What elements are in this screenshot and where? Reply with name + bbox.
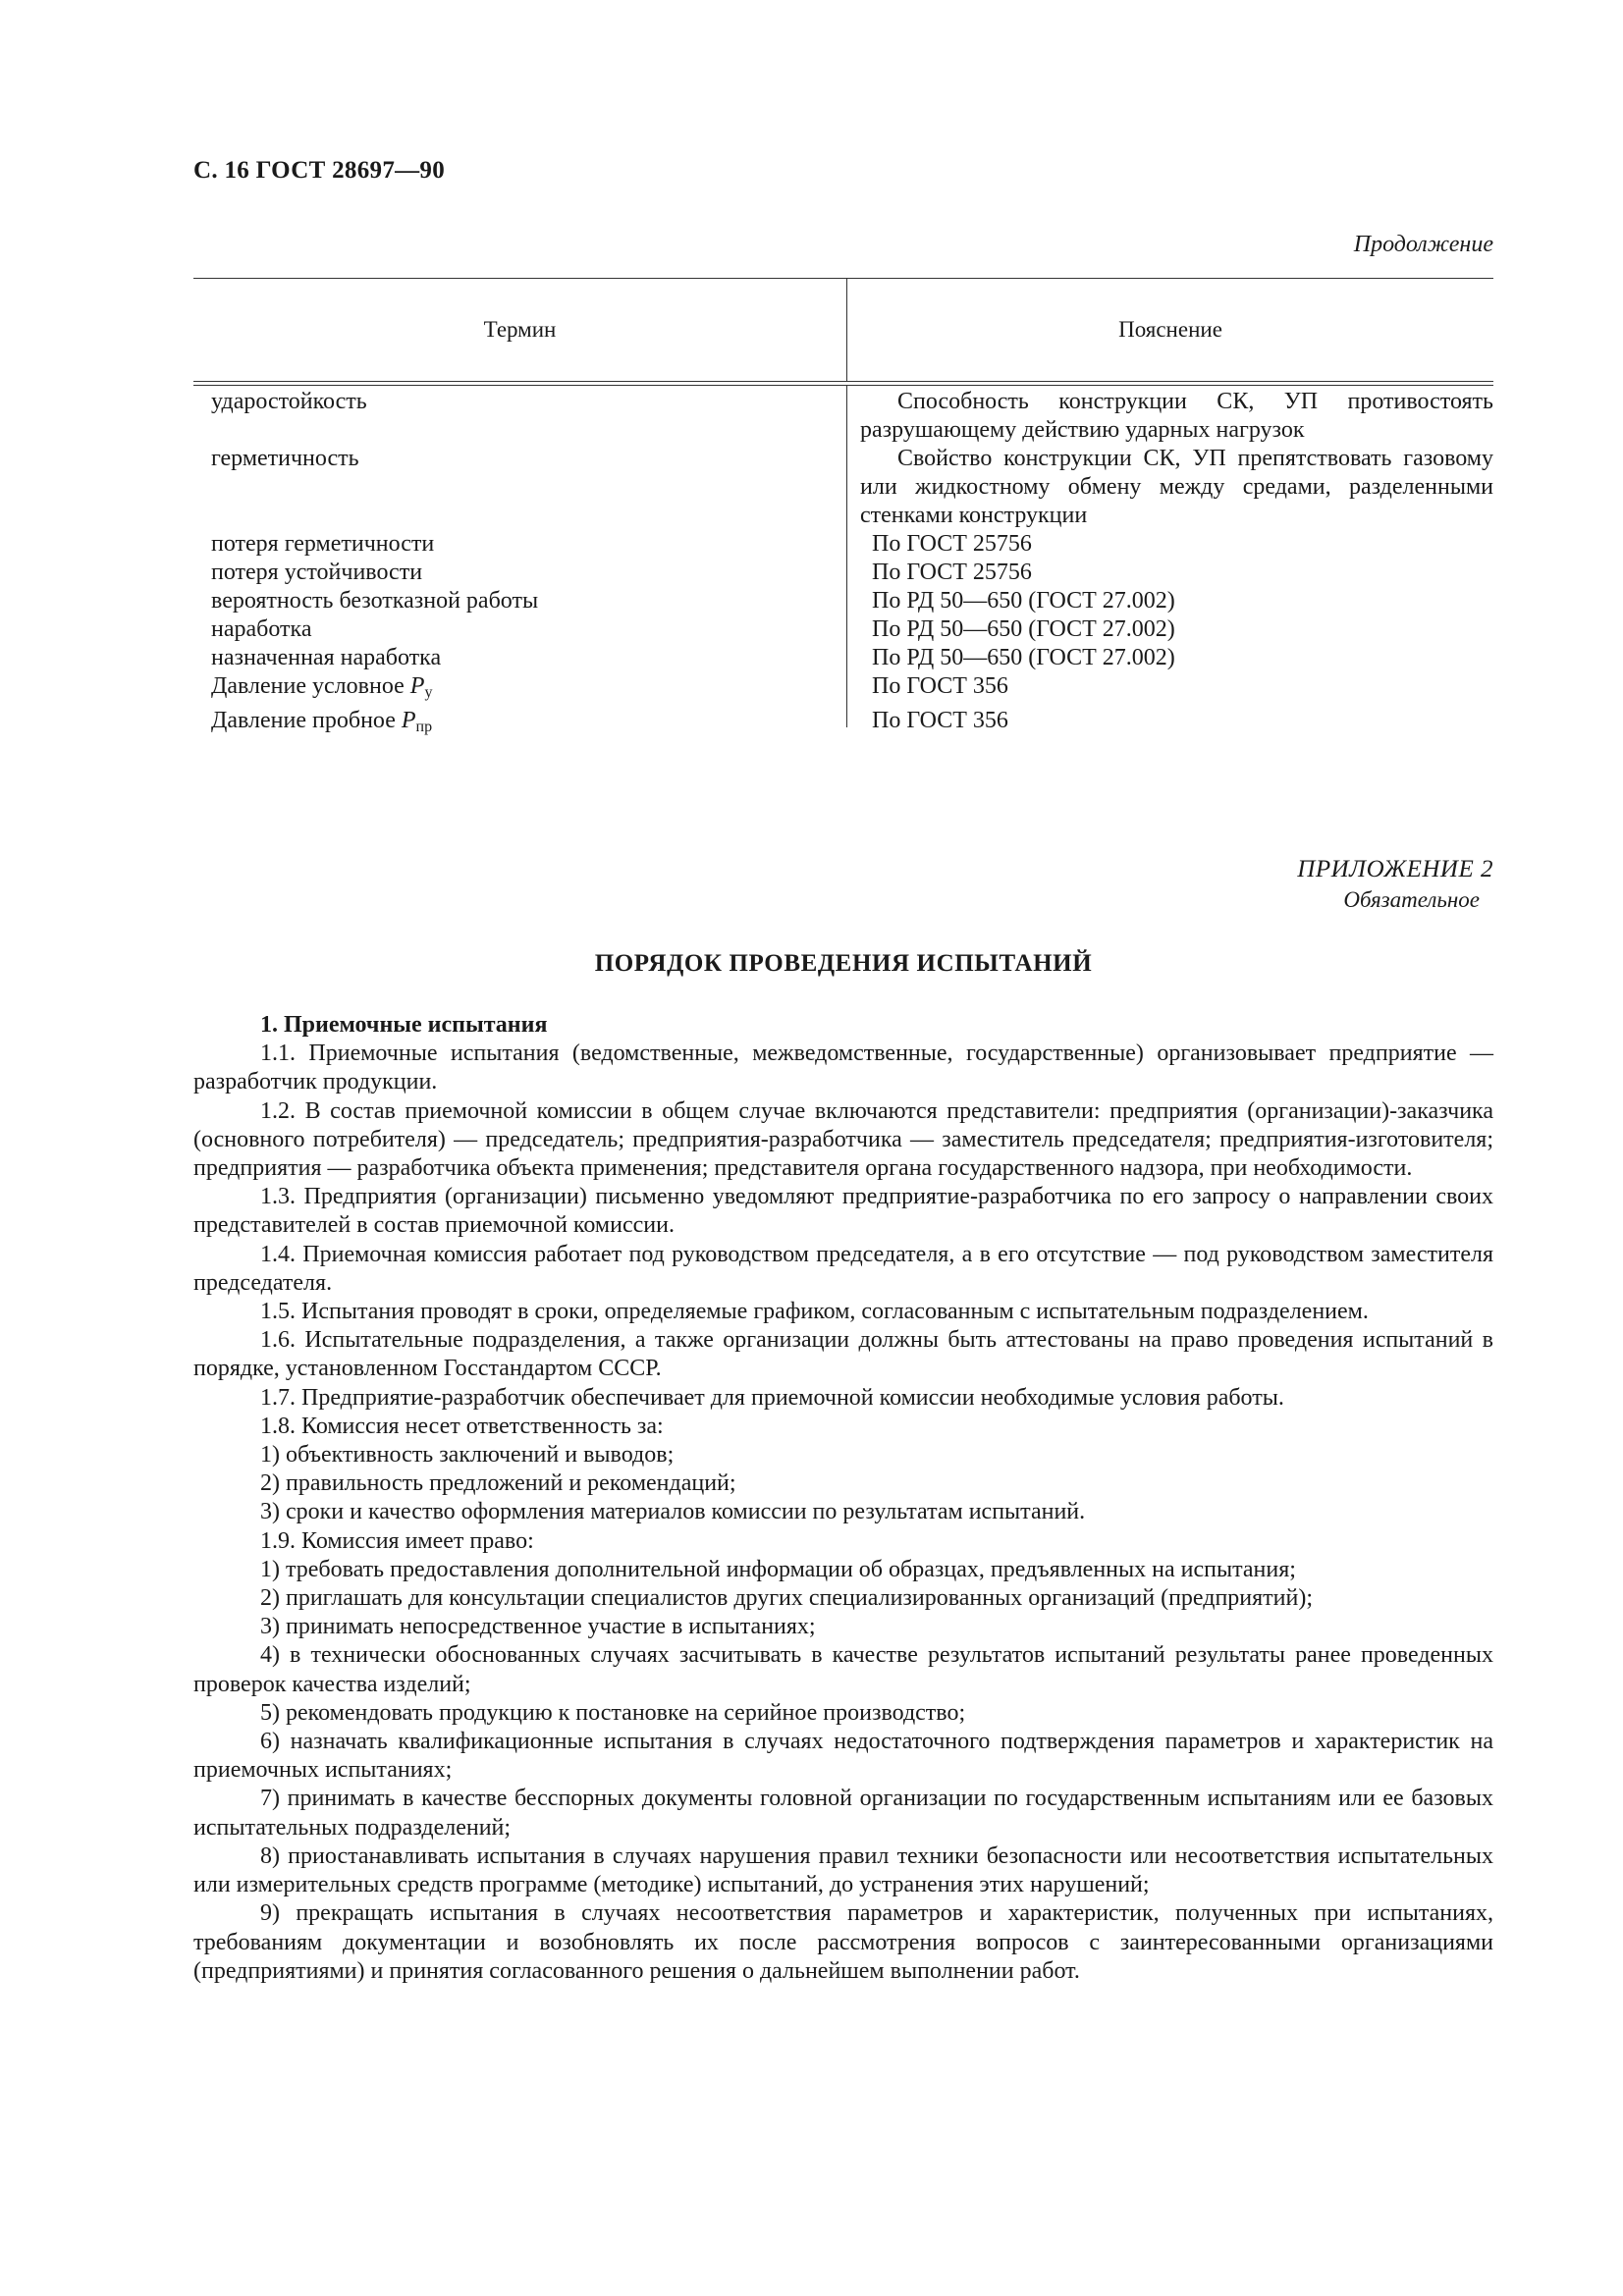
list-item: 9) прекращать испытания в случаях несоответствия параметров и характеристик, полученных при испытаниях, требованиям документации и возобновлять их после рассмотрения вопросов с заинтересованными организациями (предприятиями) и принятия согласованного решения о дальнейшем выполнении работ.: [193, 1900, 1493, 1984]
list-item: 6) назначать квалификационные испытания в случаях недостаточного подтверждения параметров и характеристик на приемочных испытаниях;: [193, 1729, 1493, 1784]
explanation-cell: По ГОСТ 356: [872, 673, 1008, 699]
term-cell: назначенная наработка: [211, 645, 442, 670]
appendix-heading: [1297, 854, 1493, 915]
term-cell: ударостойкость: [211, 389, 367, 414]
document-body: [193, 1011, 1493, 1986]
table-row: [193, 587, 1493, 615]
paragraph: 1.5. Испытания проводят в сроки, определяемые графиком, согласованным с испытательным подразделением.: [260, 1299, 1369, 1325]
page-header: С. 16 ГОСТ 28697—90: [193, 157, 446, 184]
explanation-cell: По РД 50—650 (ГОСТ 27.002): [872, 645, 1175, 670]
table-row: [193, 559, 1493, 587]
explanation-cell: По РД 50—650 (ГОСТ 27.002): [872, 588, 1175, 614]
paragraph: 1.2. В состав приемочной комиссии в общем случае включаются представители: предприятия (организации)-заказчика (основного потребителя) — председатель; предприятия-разработчика — заместитель председателя; предприятия-изготовителя; предприятия — разработчика объекта применения; представителя органа государственного надзора, при необходимости.: [193, 1097, 1493, 1182]
list-item: 1) требовать предоставления дополнительной информации об образцах, предъявленных на испытания;: [260, 1556, 1296, 1582]
list-item: 3) сроки и качество оформления материалов комиссии по результатам испытаний.: [260, 1499, 1086, 1525]
paragraph: 1.6. Испытательные подразделения, а также организации должны быть аттестованы на право проведения испытаний в порядке, установленном Госстандартом СССР.: [193, 1327, 1493, 1382]
paragraph: 1.1. Приемочные испытания (ведомственные, межведомственные, государственные) организовывает предприятие — разработчик продукции.: [193, 1041, 1493, 1095]
term-cell: [193, 672, 846, 707]
list-item: 8) приостанавливать испытания в случаях нарушения правил техники безопасности или несоответствия испытательных или измерительных средств программе (методике) испытаний, до устранения этих нарушений;: [193, 1842, 1493, 1898]
list-item: 7) принимать в качестве бесспорных документы головной организации по государственным испытаниям или ее базовых испытательных подразделений;: [193, 1786, 1493, 1841]
table-row: [193, 445, 1493, 530]
section-heading: 1. Приемочные испытания: [260, 1012, 548, 1038]
term-cell: наработка: [211, 616, 312, 642]
table-row: [193, 707, 1493, 741]
paragraph: 1.9. Комиссия имеет право:: [260, 1527, 534, 1554]
symbol-subscript: у: [424, 684, 433, 701]
terms-table: [193, 278, 1493, 741]
list-item: 4) в технически обоснованных случаях засчитывать в качестве результатов испытаний результаты ранее проведенных проверок качества изделий;: [193, 1642, 1493, 1697]
explanation-cell: По РД 50—650 (ГОСТ 27.002): [872, 616, 1175, 642]
list-item: 2) приглашать для консультации специалистов других специализированных организаций (предприятий);: [260, 1585, 1314, 1612]
paragraph: 1.7. Предприятие-разработчик обеспечивает для приемочной комиссии необходимые условия работы.: [260, 1384, 1284, 1411]
paragraph: 1.4. Приемочная комиссия работает под руководством председателя, а в его отсутствие — под руководством заместителя председателя.: [193, 1241, 1493, 1296]
paragraph: 1.3. Предприятия (организации) письменно уведомляют предприятие-разработчика по его запросу о направлении своих представителей в состав приемочной комиссии.: [193, 1184, 1493, 1239]
appendix-label: ПРИЛОЖЕНИЕ 2: [1297, 856, 1493, 882]
symbol-subscript: пр: [415, 719, 433, 735]
symbol: P: [409, 673, 425, 699]
list-item: 3) принимать непосредственное участие в испытаниях;: [260, 1614, 816, 1640]
table-row: [193, 388, 1493, 445]
table-body: [193, 386, 1493, 741]
appendix-status: Обязательное: [1343, 887, 1480, 912]
term-cell: потеря устойчивости: [211, 560, 423, 585]
explanation-cell: Способность конструкции СК, УП противостоять разрушающему действию ударных нагрузок: [860, 389, 1493, 443]
explanation-cell: По ГОСТ 356: [872, 708, 1008, 733]
term-cell: потеря герметичности: [211, 531, 435, 557]
section-title: ПОРЯДОК ПРОВЕДЕНИЯ ИСПЫТАНИЙ: [594, 950, 1093, 977]
list-item: 1) объективность заключений и выводов;: [260, 1442, 675, 1468]
explanation-cell: По ГОСТ 25756: [872, 531, 1032, 557]
symbol: P: [401, 708, 416, 733]
list-item: 2) правильность предложений и рекомендаций;: [260, 1470, 736, 1497]
term-cell: [193, 707, 846, 741]
explanation-cell: По ГОСТ 25756: [872, 560, 1032, 585]
column-header-term: Термин: [193, 279, 847, 381]
explanation-cell: Свойство конструкции СК, УП препятствовать газовому или жидкостному обмену между средами, разделенными стенками конструкции: [860, 446, 1493, 528]
term-text: Давление пробное: [211, 708, 396, 733]
table-row: [193, 530, 1493, 559]
paragraph: 1.8. Комиссия несет ответственность за:: [260, 1413, 664, 1439]
table-row: [193, 644, 1493, 672]
term-text: Давление условное: [211, 673, 405, 699]
table-row: [193, 615, 1493, 644]
term-cell: вероятность безотказной работы: [211, 588, 539, 614]
table-row: [193, 672, 1493, 707]
table-header-row: [193, 279, 1493, 381]
column-header-explanation: Пояснение: [1118, 317, 1222, 342]
term-cell: герметичность: [211, 446, 359, 471]
continuation-label: Продолжение: [1353, 232, 1493, 257]
list-item: 5) рекомендовать продукцию к постановке на серийное производство;: [260, 1699, 966, 1726]
